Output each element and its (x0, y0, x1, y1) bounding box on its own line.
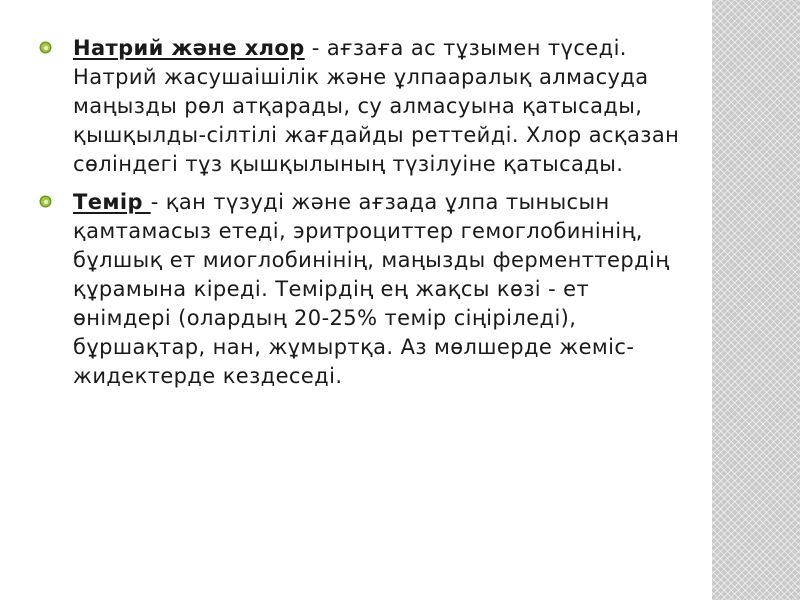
bullet-body: - ағзаға ас тұзымен түседі. Натрий жасушаішілік және ұлпааралық алмасуда маңызды рөл атқарады, су алмасуына қатысады, қышқылды-сілтілі жағдайды реттейді. Хлор асқазан сөліндегі тұз қышқылының түзілуіне қатысады. (73, 36, 680, 176)
circle-bullet-icon (41, 43, 50, 52)
bullet-term: Темір (73, 190, 151, 214)
decorative-side-panel (712, 0, 800, 600)
bullet-item-iron (40, 188, 690, 391)
bullet-item-sodium-chlorine (40, 34, 690, 179)
bullet-term: Натрий және хлор (73, 36, 305, 60)
circle-bullet-icon (41, 197, 50, 206)
bullet-body: - қан түзуді және ағзада ұлпа тынысын қамтамасыз етеді, эритроциттер гемоглобинінің, бұлшық ет миоглобинінің, маңызды ферменттердің құрамына кіреді. Темірдің ең жақсы көзі - ет өнімдері (олардың 20-25% темір сіңіріледі), бұршақтар, нан, жұмыртқа. Аз мөлшерде жеміс-жидектерде кездеседі. (73, 190, 670, 388)
bullet-text (73, 188, 690, 391)
slide-content (40, 34, 690, 400)
bullet-text (73, 34, 690, 179)
